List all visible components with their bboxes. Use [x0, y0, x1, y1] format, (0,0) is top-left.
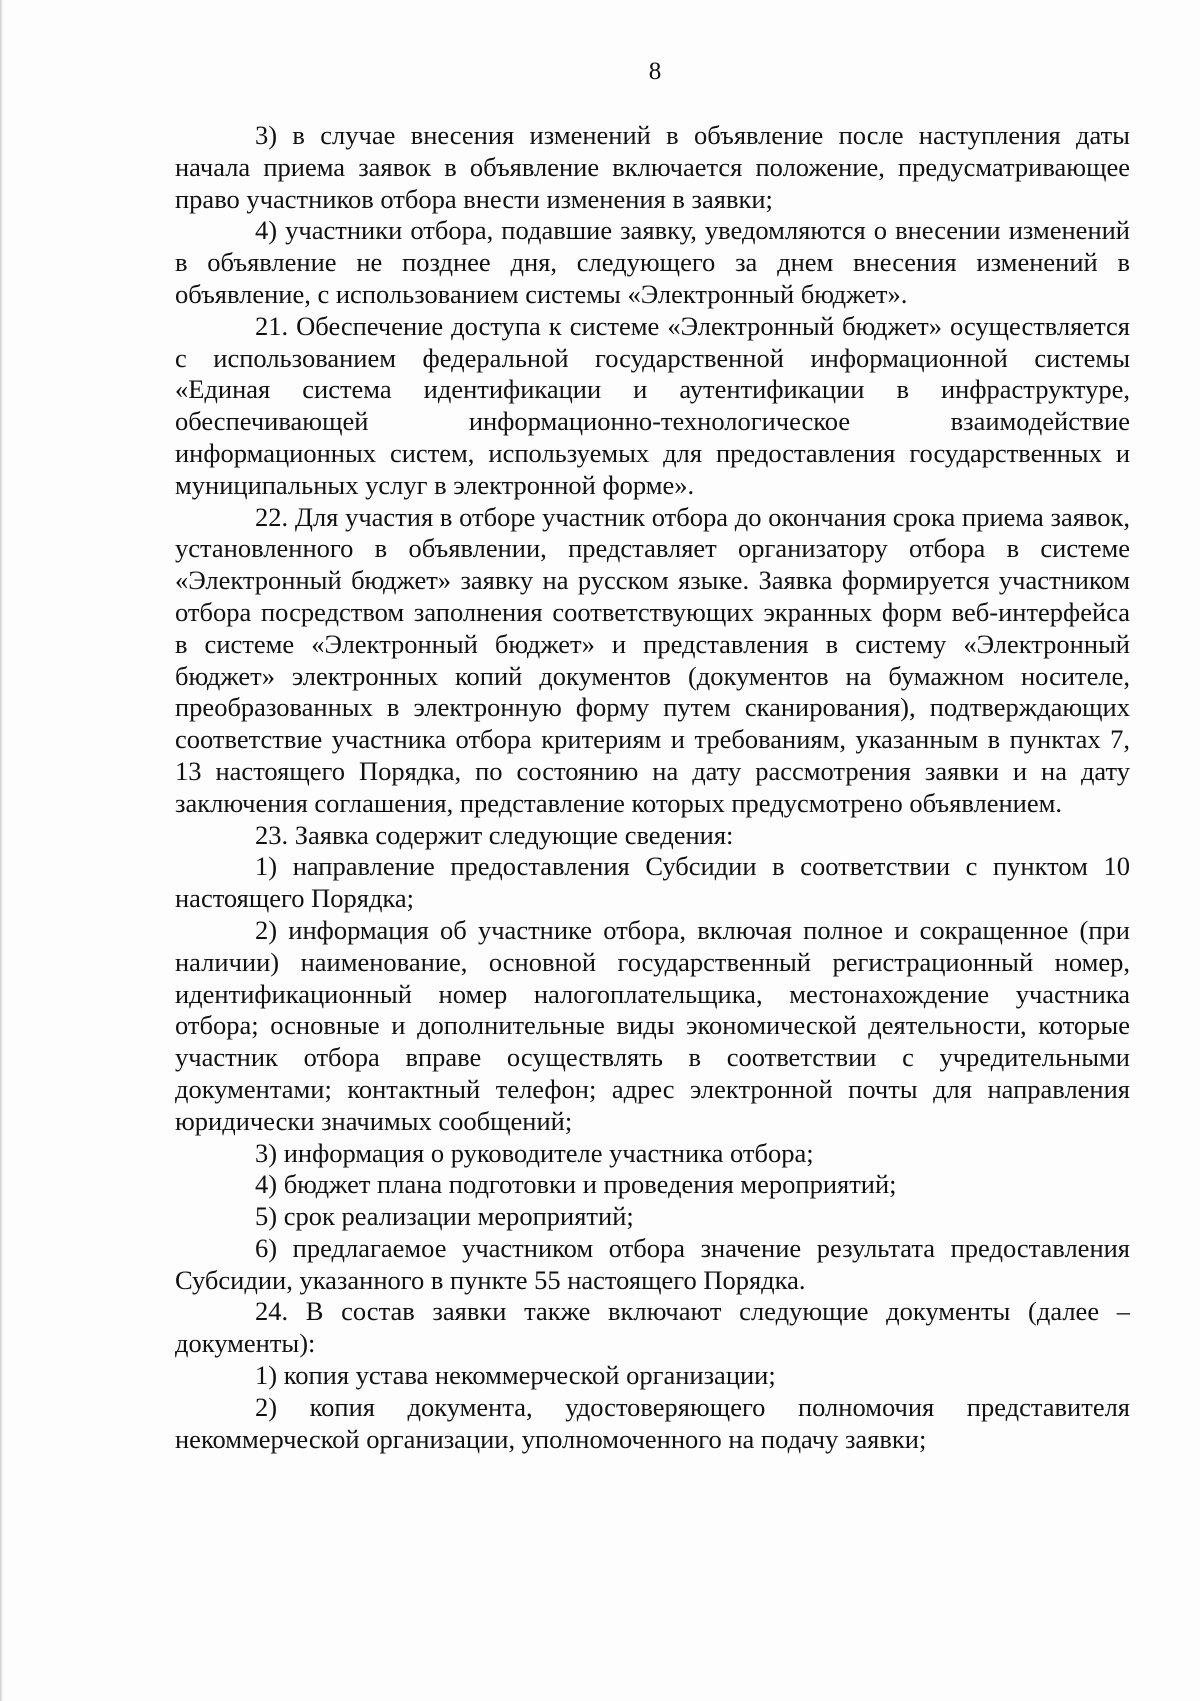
paragraph-24-item-2: 2) копия документа, удостоверяющего полномочия представителя некоммерческой организации, уполномоченного на подачу заявки;: [175, 1391, 1130, 1454]
paragraph-23-item-1: 1) направление предоставления Субсидии в соответствии с пунктом 10 настоящего Порядка;: [175, 851, 1130, 914]
page-number: 8: [648, 58, 662, 85]
scan-edge: [0, 0, 3, 1701]
paragraph-24-item-1: 1) копия устава некоммерческой организации;: [255, 1360, 776, 1391]
document-body: [175, 120, 1130, 1455]
paragraph-item-3-changes: 3) в случае внесения изменений в объявление после наступления даты начала приема заявок в объявление включается положение, предусматривающее право участников отбора внести изменения в заявки;: [175, 120, 1130, 214]
paragraph-23-item-3: 3) информация о руководителе участника отбора;: [255, 1137, 814, 1168]
paragraph-23-application-contents: 23. Заявка содержит следующие сведения:: [255, 819, 734, 850]
paragraph-23-item-5: 5) срок реализации мероприятий;: [255, 1201, 634, 1232]
paragraph-23-item-4: 4) бюджет плана подготовки и проведения мероприятий;: [255, 1169, 897, 1200]
paragraph-23-item-2: 2) информация об участнике отбора, включая полное и сокращенное (при наличии) наименование, основной государственный регистрационный номер, идентификационный номер налогоплательщика, местонахождение участника отбора; основные и дополнительные виды экономической деятельности, которые участник отбора вправе осуществлять в соответствии с учредительными документами; контактный телефон; адрес электронной почты для направления юридически значимых сообщений;: [175, 914, 1130, 1136]
paragraph-22-participation: 22. Для участия в отборе участник отбора до окончания срока приема заявок, установленного в объявлении, представляет организатору отбора в системе «Электронный бюджет» заявку на русском языке. Заявка формируется участником отбора посредством заполнения соответствующих экранных форм веб-интерфейса в системе «Электронный бюджет» и представления в систему «Электронный бюджет» электронных копий документов (документов на бумажном носителе, преобразованных в электронную форму путем сканирования), подтверждающих соответствие участника отбора критериям и требованиям, указанным в пунктах 7, 13 настоящего Порядка, по состоянию на дату рассмотрения заявки и на дату заключения соглашения, представление которых предусмотрено объявлением.: [175, 501, 1130, 818]
paragraph-21-access: 21. Обеспечение доступа к системе «Электронный бюджет» осуществляется с использованием федеральной государственной информационной системы «Единая система идентификации и аутентификации в инфраструктуре, обеспечивающей информационно-технологическое взаимодействие информационных систем, используемых для предоставления государственных и муниципальных услуг в электронной форме».: [175, 310, 1130, 500]
paragraph-item-4-notification: 4) участники отбора, подавшие заявку, уведомляются о внесении изменений в объявление не позднее дня, следующего за днем внесения изменений в объявление, с использованием системы «Электронный бюджет».: [175, 215, 1130, 309]
paragraph-23-item-6: 6) предлагаемое участником отбора значение результата предоставления Субсидии, указанного в пункте 55 настоящего Порядка.: [175, 1232, 1130, 1295]
paragraph-24-documents: 24. В состав заявки также включают следующие документы (далее – документы):: [175, 1296, 1130, 1359]
